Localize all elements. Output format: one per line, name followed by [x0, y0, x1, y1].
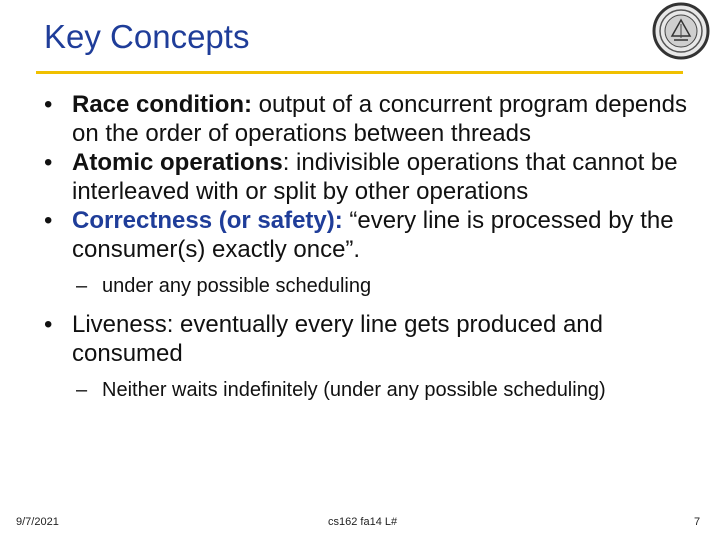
bullet-correctness [44, 206, 699, 264]
sub-bullet-liveness [44, 378, 699, 402]
bullet-marker: • [44, 91, 53, 118]
slide-content [44, 90, 699, 414]
bullet-marker: • [44, 311, 53, 338]
footer-date: 9/7/2021 [16, 516, 59, 528]
term-race-condition: Race condition: [72, 91, 253, 118]
bullet-race-condition [44, 90, 699, 148]
definition-correctness: “every line is processed by the consumer(s) exactly once”. [72, 207, 674, 263]
sub-bullet-marker: – [76, 275, 88, 297]
slide-title: Key Concepts [44, 18, 250, 55]
university-seal-icon [652, 2, 710, 60]
bullet-marker: • [44, 207, 53, 234]
term-atomic-operations: Atomic operations [72, 149, 283, 176]
footer-page-number: 7 [694, 516, 701, 528]
sub-bullet-text: under any possible scheduling [102, 275, 372, 297]
definition-liveness: Liveness: eventually every line gets produced and consumed [72, 311, 603, 367]
footer-course: cs162 fa14 L# [328, 516, 398, 528]
sub-bullet-correctness [44, 274, 699, 298]
bullet-liveness [44, 310, 699, 368]
sub-bullet-marker: – [76, 379, 88, 401]
bullet-marker: • [44, 149, 53, 176]
sub-bullet-text: Neither waits indefinitely (under any possible scheduling) [102, 379, 606, 401]
term-correctness: Correctness (or safety): [72, 207, 343, 234]
bullet-atomic-operations [44, 148, 699, 206]
title-divider [36, 71, 683, 74]
definition-atomic-operations: : indivisible operations that cannot be interleaved with or split by other operations [72, 149, 678, 205]
definition-race-condition: output of a concurrent program depends on the order of operations between threads [72, 91, 687, 147]
